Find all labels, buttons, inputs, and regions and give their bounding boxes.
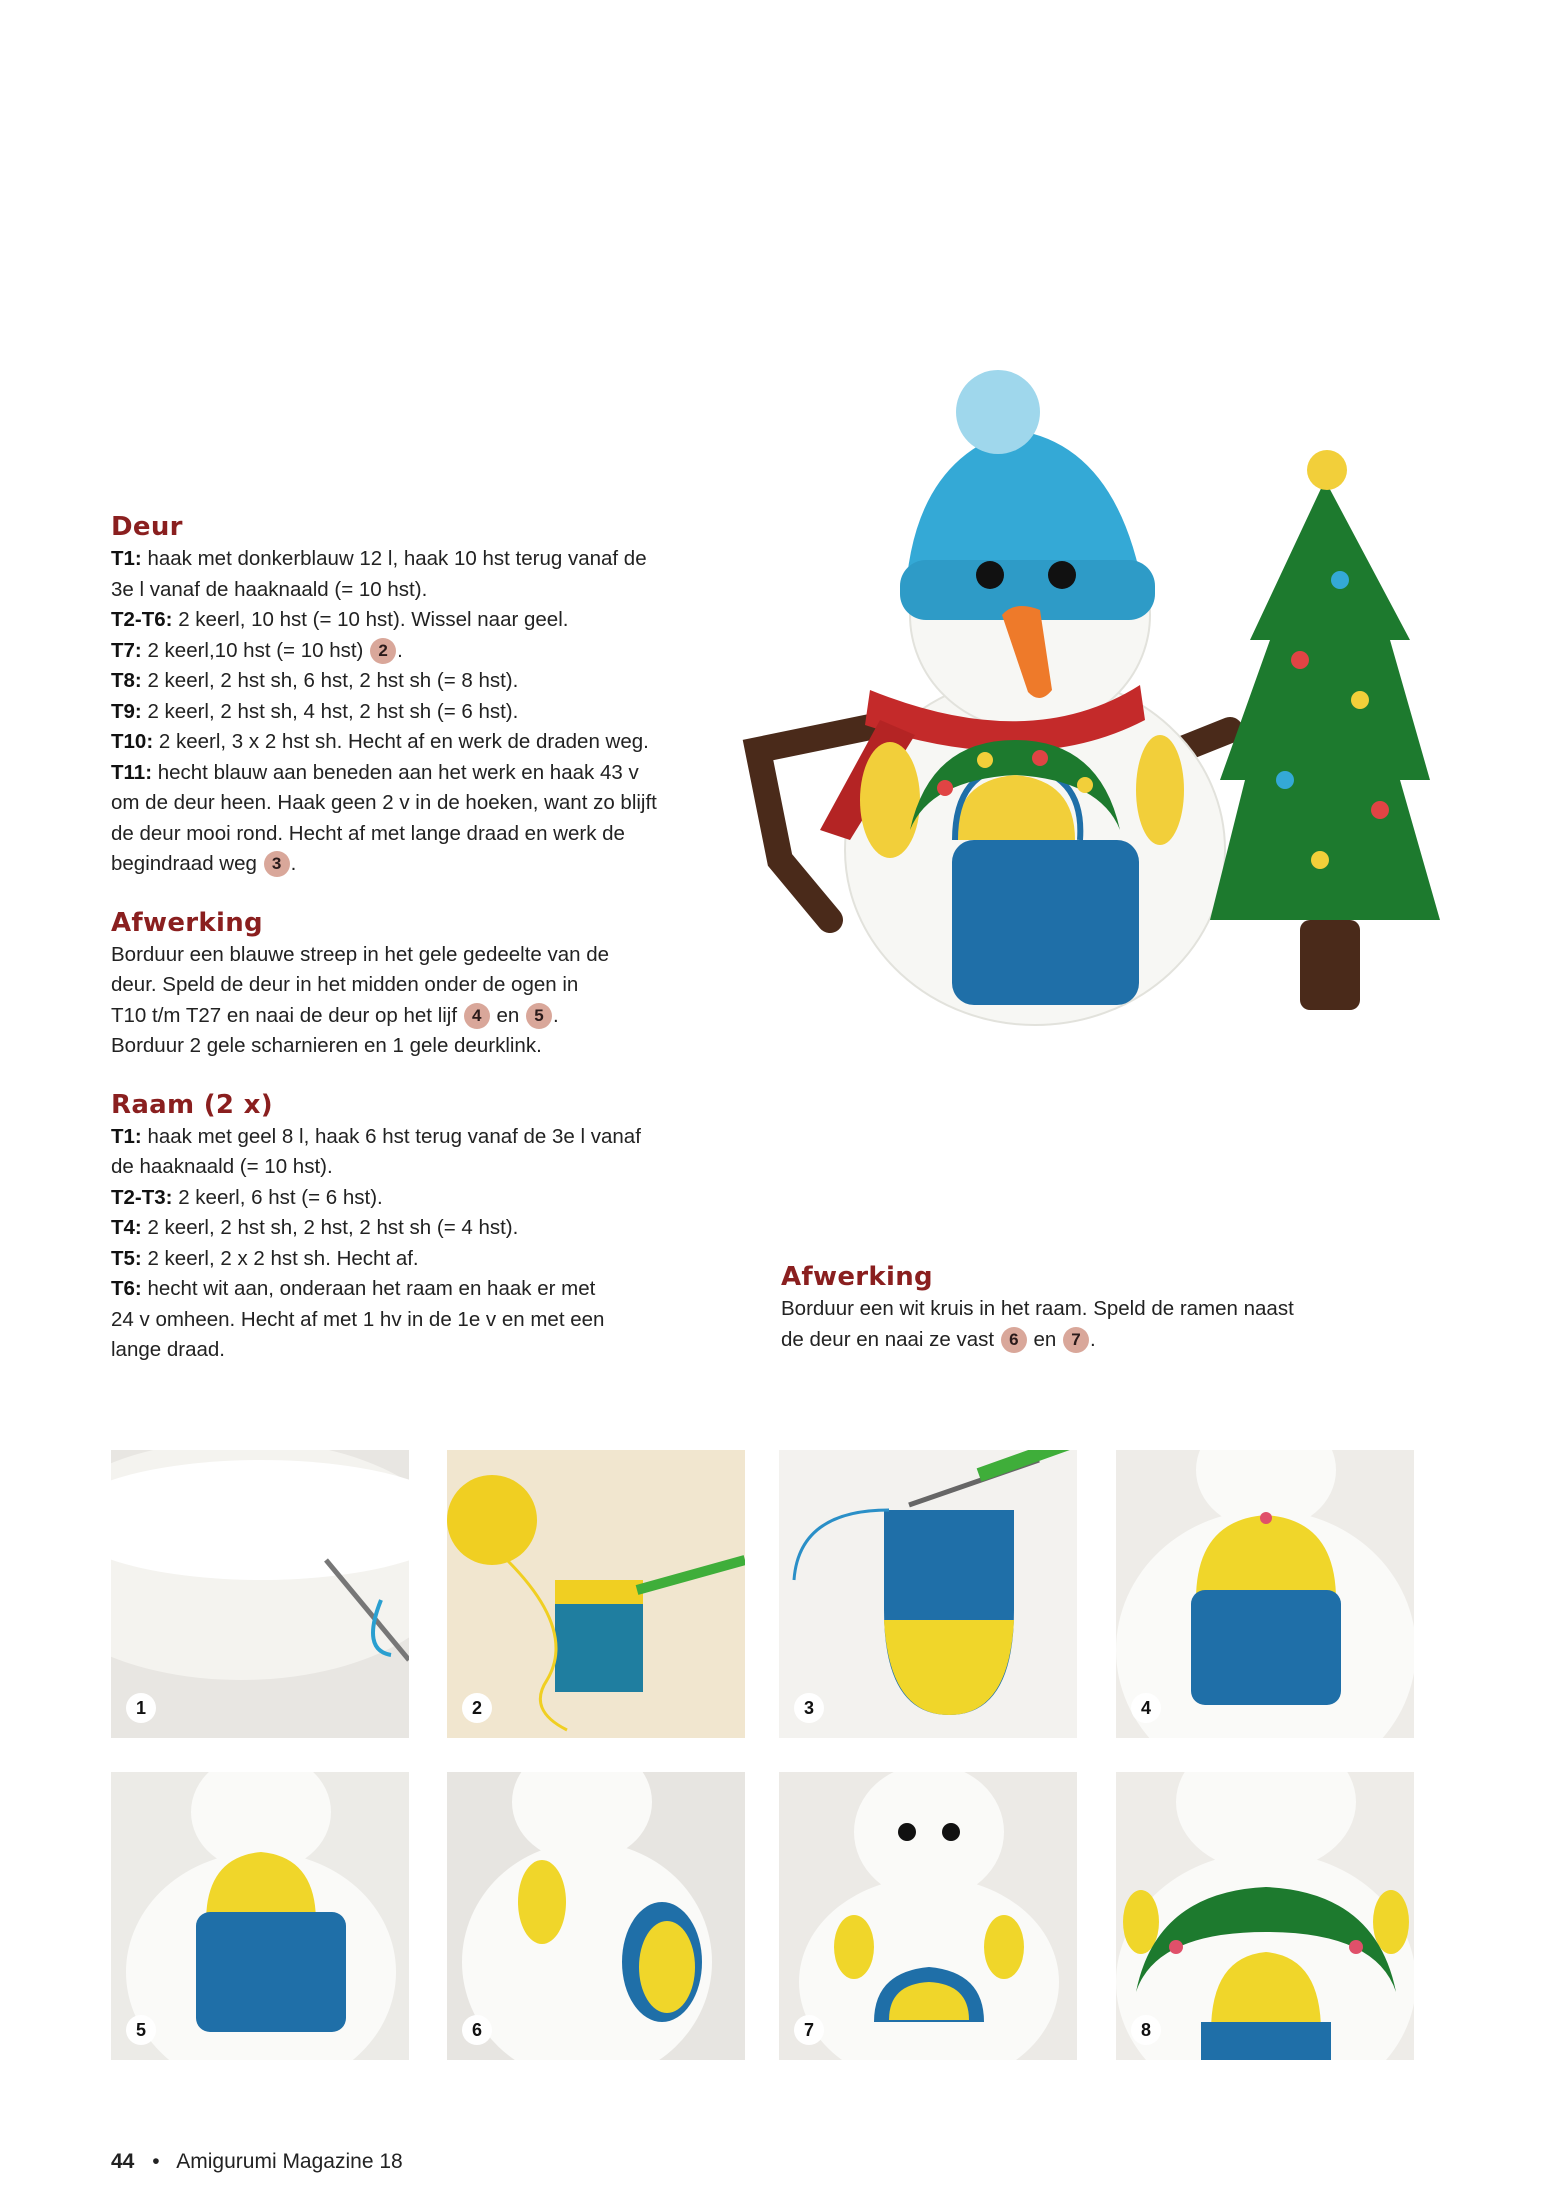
row-label: T4: — [111, 1216, 142, 1239]
left-2-section — [111, 1090, 751, 1366]
step-photo-7 — [779, 1772, 1077, 2060]
step-number: 4 — [1131, 1693, 1161, 1723]
row-label: T2-T3: — [111, 1185, 173, 1209]
instruction-line — [111, 1335, 751, 1366]
instruction-text: haak met donkerblauw 12 l, haak 10 hst terug vanaf de — [141, 547, 647, 570]
right-column — [781, 1262, 1421, 1383]
row-label: T1: — [111, 547, 142, 570]
row-label: T9: — [111, 699, 142, 723]
step-ref-badge: 6 — [1001, 1327, 1027, 1353]
photo-8-illustration — [1116, 1772, 1414, 2060]
page-footer — [111, 2150, 403, 2174]
instruction-text: 24 v omheen. Hecht af met 1 hv in de 1e v en met een — [111, 1307, 605, 1331]
row-label: T7: — [111, 638, 142, 662]
instruction-text: 2 keerl, 2 x 2 hst sh. Hecht af. — [141, 1246, 419, 1270]
section-heading: Afwerking — [781, 1262, 933, 1292]
step-photo-8 — [1116, 1772, 1414, 2060]
step-ref-badge: 5 — [526, 1003, 552, 1029]
instruction-text: begindraad weg — [111, 852, 263, 875]
photo-2-illustration — [447, 1450, 745, 1738]
section-heading: Raam (2 x) — [111, 1089, 273, 1120]
row-label: T5: — [111, 1246, 142, 1270]
instruction-text: om de deur heen. Haak geen 2 v in de hoeken, want zo blijft — [111, 791, 657, 814]
instruction-line — [111, 1031, 751, 1062]
instruction-line — [781, 1294, 1421, 1325]
instruction-text: 3e l vanaf de haaknaald (= 10 hst). — [111, 577, 428, 601]
row-label: T6: — [111, 1277, 142, 1300]
instruction-text: lange draad. — [111, 1338, 225, 1361]
instruction-line — [111, 636, 751, 667]
step-number: 6 — [462, 2015, 492, 2045]
instruction-text: T10 t/m T27 en naai de deur op het lijf — [111, 1003, 463, 1027]
row-label: T8: — [111, 669, 142, 692]
step-photo-2 — [447, 1450, 745, 1738]
instruction-text: de deur en naai ze vast — [781, 1327, 1000, 1351]
instruction-line — [111, 1213, 751, 1244]
instruction-text: haak met geel 8 l, haak 6 hst terug vanaf de 3e l vanaf — [141, 1124, 641, 1148]
row-label: T10: — [111, 730, 154, 753]
step-number: 8 — [1131, 2015, 1161, 2045]
photo-5-illustration — [111, 1772, 409, 2060]
step-photo-6 — [447, 1772, 745, 2060]
instruction-line — [781, 1325, 1421, 1356]
snowman-illustration — [740, 360, 1460, 1060]
left-1-section — [111, 908, 751, 1062]
section-heading: Deur — [111, 512, 183, 542]
photo-4-illustration — [1116, 1450, 1414, 1738]
instruction-line — [111, 605, 751, 636]
step-photo-5 — [111, 1772, 409, 2060]
step-number: 1 — [126, 1693, 156, 1723]
instruction-text: . — [552, 1003, 559, 1027]
step-photo-1 — [111, 1450, 409, 1738]
instruction-line — [111, 1152, 751, 1183]
step-number: 5 — [126, 2015, 156, 2045]
step-ref-badge: 3 — [264, 851, 290, 877]
step-ref-badge: 7 — [1063, 1327, 1089, 1353]
magazine-name: Amigurumi Magazine 18 — [176, 2150, 403, 2173]
instruction-text: en — [1027, 1327, 1063, 1351]
instruction-line — [111, 1122, 751, 1153]
instruction-line — [111, 970, 751, 1001]
instruction-line — [111, 788, 751, 819]
instruction-text: de deur mooi rond. Hecht af met lange draad en werk de — [111, 821, 625, 845]
photo-3-illustration — [779, 1450, 1077, 1738]
photo-1-illustration — [111, 1450, 409, 1738]
instruction-line — [111, 1183, 751, 1214]
instruction-line — [111, 727, 751, 758]
row-label: T11: — [111, 760, 153, 784]
instruction-line — [111, 819, 751, 850]
instruction-text: . — [1090, 1327, 1096, 1351]
instruction-text: deur. Speld de deur in het midden onder de ogen in — [111, 973, 579, 996]
right-section — [781, 1262, 1421, 1355]
section-heading: Afwerking — [111, 907, 263, 938]
left-column — [111, 512, 751, 1394]
left-0-section — [111, 512, 751, 880]
step-ref-badge: 4 — [464, 1003, 490, 1029]
instruction-text: hecht blauw aan beneden aan het werk en haak 43 v — [152, 760, 639, 784]
instruction-text: . — [397, 638, 403, 662]
photo-6-illustration — [447, 1772, 745, 2060]
instruction-text: 2 keerl,10 hst (= 10 hst) — [141, 638, 370, 662]
step-ref-badge: 2 — [370, 638, 396, 664]
instruction-text: . — [290, 852, 297, 875]
step-number: 3 — [794, 1693, 824, 1723]
instruction-text: 2 keerl, 2 hst sh, 4 hst, 2 hst sh (= 6 hst). — [141, 699, 519, 723]
instruction-text: 2 keerl, 3 x 2 hst sh. Hecht af en werk de draden weg. — [153, 730, 649, 753]
instruction-line — [111, 940, 751, 971]
instruction-line — [111, 849, 751, 880]
row-label: T1: — [111, 1124, 142, 1148]
instruction-line — [111, 1305, 751, 1336]
instruction-text: 2 keerl, 10 hst (= 10 hst). Wissel naar geel. — [172, 608, 569, 631]
instruction-text: Borduur een blauwe streep in het gele gedeelte van de — [111, 942, 610, 966]
instruction-text: Borduur een wit kruis in het raam. Speld de ramen naast — [781, 1297, 1294, 1320]
hero-photo-snowman — [740, 360, 1460, 1060]
instruction-text: en — [490, 1003, 525, 1027]
page-number: 44 — [111, 2150, 135, 2173]
instruction-text: de haaknaald (= 10 hst). — [111, 1155, 333, 1178]
instruction-text: hecht wit aan, onderaan het raam en haak er met — [141, 1277, 596, 1300]
instruction-text: Borduur 2 gele scharnieren en 1 gele deurklink. — [111, 1034, 542, 1057]
step-photo-3 — [779, 1450, 1077, 1738]
step-number: 2 — [462, 1693, 492, 1723]
row-label: T2-T6: — [111, 608, 173, 631]
instruction-text: 2 keerl, 2 hst sh, 6 hst, 2 hst sh (= 8 hst). — [141, 669, 519, 692]
instruction-line — [111, 544, 751, 575]
footer-separator: • — [152, 2150, 160, 2173]
instruction-line — [111, 697, 751, 728]
step-photo-4 — [1116, 1450, 1414, 1738]
instruction-line — [111, 1274, 751, 1305]
instruction-line — [111, 666, 751, 697]
step-number: 7 — [794, 2015, 824, 2045]
instruction-line — [111, 1244, 751, 1275]
instruction-text: 2 keerl, 6 hst (= 6 hst). — [172, 1185, 383, 1209]
instruction-line — [111, 575, 751, 606]
instruction-line — [111, 1001, 751, 1032]
instruction-line — [111, 758, 751, 789]
instruction-text: 2 keerl, 2 hst sh, 2 hst, 2 hst sh (= 4 hst). — [141, 1216, 519, 1239]
photo-7-illustration — [779, 1772, 1077, 2060]
